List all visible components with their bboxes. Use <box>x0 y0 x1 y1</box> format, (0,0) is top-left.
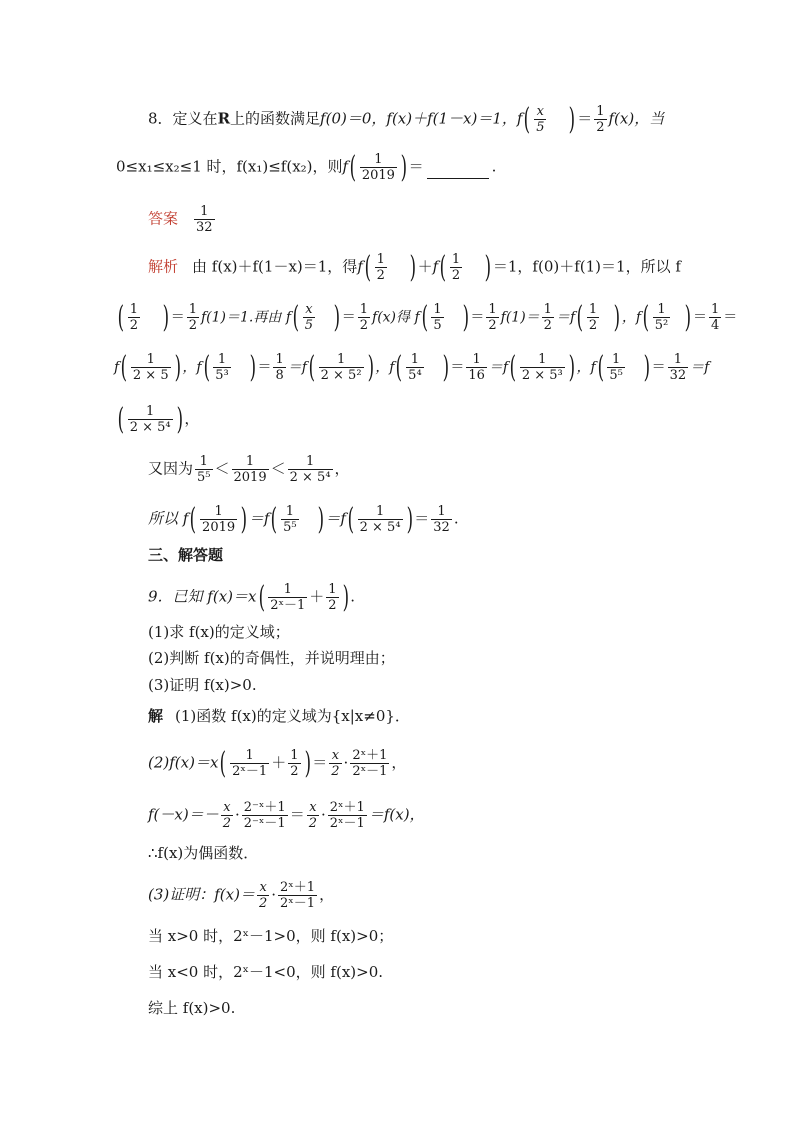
analysis-line1: 解析 由 f(x)＋f(1－x)＝1，得f( $\frac{1}{2}$ ) ＋f( $\frac{1}{2}$ ) ＝1，f(0)＋f(1)＝1，所以 f <box>148 249 681 285</box>
solution-line2: (2)f(x)＝x( $\frac{1}{\text{2ˣ－1}}$ ＋ $\frac{1}{2}$ ) ＝ $\frac{x}{2}$ · $\frac{\text{2ˣ＋1}}{\text{2ˣ－1}}$ ， <box>148 745 407 781</box>
solution-line3: f(－x)＝－ $\frac{x}{2}$ · $\frac{\text{2⁻ˣ＋1}}{\text{2⁻ˣ－1}}$ ＝ $\frac{x}{2}$ · $\frac{\text{2ˣ＋1}}{\text{2ˣ－1}}$ ＝f(x)， <box>148 800 425 831</box>
solution-line6: 当 x>0 时，2ˣ－1>0，则 f(x)>0； <box>148 927 394 945</box>
answer-line <box>148 204 217 235</box>
solution-line8: 综上 f(x)>0. <box>148 999 236 1017</box>
analysis-line5: 又因为 $\frac{1}{\text{5⁵}}$ ＜ $\frac{1}{2019}$ ＜ $\frac{1}{\text{2 × 5⁴}}$ ， <box>148 454 350 485</box>
analysis-line4: ( $\frac{1}{\text{2 × 5⁴}}$ ) ， <box>117 401 200 437</box>
q8-line2: 0≤x₁≤x₂≤1 时，f(x₁)≤f(x₂)，则f( $\frac{1}{2019}$ ) ＝ . <box>116 149 497 185</box>
q9-part2: (2)判断 f(x)的奇偶性，并说明理由； <box>148 649 395 667</box>
answer-label: 答案 <box>148 209 179 228</box>
section-heading: 三、解答题 <box>148 546 224 564</box>
q9-part3: (3)证明 f(x)>0. <box>148 676 257 694</box>
solution-line5: (3)证明：f(x)＝ $\frac{x}{2}$ · $\frac{\text{2ˣ＋1}}{\text{2ˣ－1}}$ ， <box>148 880 335 911</box>
analysis-label: 解析 <box>148 257 179 276</box>
solution-line4: ∴f(x)为偶函数． <box>148 844 259 862</box>
solution-line7: 当 x<0 时，2ˣ－1<0，则 f(x)>0. <box>148 963 384 981</box>
answer-fraction: $\frac{1}{32}$ <box>196 204 213 235</box>
solution-label: 解 <box>148 707 164 725</box>
q9-part1: (1)求 f(x)的定义域； <box>148 623 290 641</box>
solution-line1: 解 (1)函数 f(x)的定义域为{x|x≠0}． <box>148 707 410 725</box>
fraction: $\frac{1}{2}$ <box>596 104 605 135</box>
analysis-line2: ( $\frac{1}{2}$ ) ＝ $\frac{1}{2}$ f(1)＝1.再由 f( $\frac{x}{5}$ ) ＝ $\frac{1}{2}$ f(x)得 f( $\frac{1}{5}$ ) ＝ $\frac{1}{2}$ f(1)＝ $\frac{1}{2}$ ＝f( $\frac{1}{2}$ ) ，f( $\frac{1}{\text{5²}}$ ) ＝ $\frac{1}{4}$ ＝ <box>117 299 738 335</box>
fraction: $\frac{1}{2019}$ <box>361 152 395 183</box>
analysis-line3: f( $\frac{1}{2 \times 5}$ ) ，f( $\frac{1}{\text{5³}}$ ) ＝ $\frac{1}{8}$ ＝f( $\frac{1}{\text{2 × 5²}}$ ) ，f( $\frac{1}{\text{5⁴}}$ ) ＝ $\frac{1}{16}$ ＝f( $\frac{1}{\text{2 × 5³}}$ ) ，f( $\frac{1}{\text{5⁵}}$ ) ＝ $\frac{1}{32}$ ＝f <box>114 349 710 385</box>
q8-line1: 8．定义在R上的函数满足f(0)＝0，f(x)＋f(1－x)＝1，f( $\frac{x}{5}$ ) ＝ $\frac{1}{2}$ f(x)，当 <box>148 101 665 137</box>
answer-blank <box>427 178 489 179</box>
q8-number: 8． <box>148 109 173 128</box>
fraction: $\frac{x}{5}$ <box>536 104 545 135</box>
set-R: R <box>217 109 231 128</box>
q9-statement: 9．已知 f(x)＝x( $\frac{1}{\text{2ˣ－1}}$ ＋ $\frac{1}{2}$ ) . <box>148 579 356 615</box>
analysis-line6: 所以 f( $\frac{1}{2019}$ ) ＝f( $\frac{1}{\text{5⁵}}$ ) ＝f( $\frac{1}{\text{2 × 5⁴}}$ ) ＝ $\frac{1}{32}$ . <box>148 501 459 537</box>
